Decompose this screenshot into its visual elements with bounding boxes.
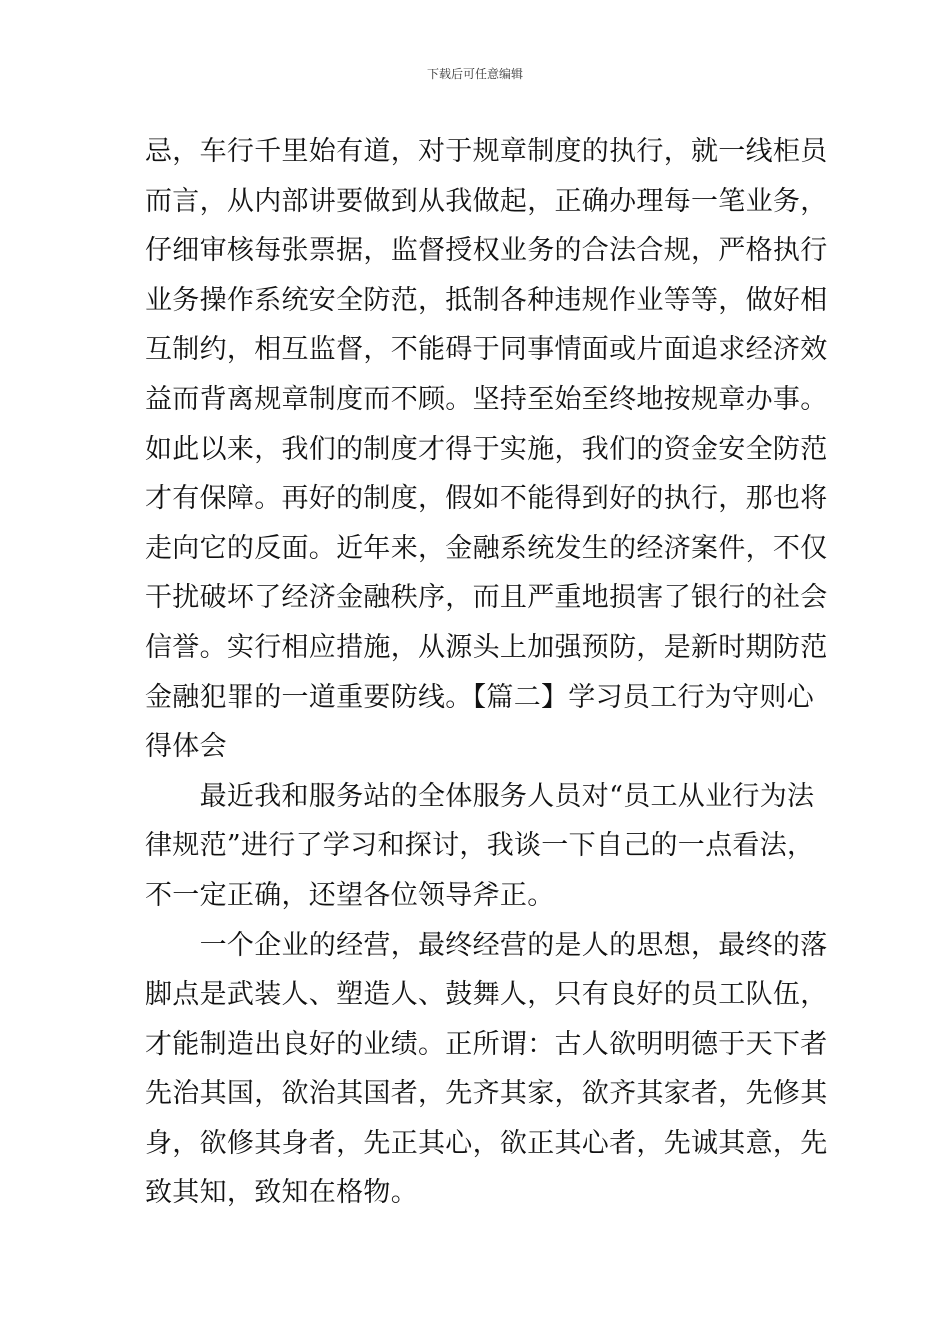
text-line: 金融犯罪的一道重要防线。【篇二】学习员工行为守则心 [145, 681, 814, 713]
text-line: 先治其国，欲治其国者，先齐其家，欲齐其家者，先修其 [145, 1078, 828, 1110]
text-line: 得体会 [145, 731, 227, 763]
text-line: 信誉。实行相应措施，从源头上加强预防，是新时期防范 [145, 631, 828, 663]
text-line: 一个企业的经营，最终经营的是人的思想，最终的落 [145, 929, 828, 961]
text-line: 干扰破坏了经济金融秩序，而且严重地损害了银行的社会 [145, 582, 828, 614]
text-line: 仔细审核每张票据，监督授权业务的合法合规，严格执行 [145, 235, 828, 267]
text-line: 律规范”进行了学习和探讨，我谈一下自己的一点看法， [145, 830, 815, 862]
text-line: 脚点是武装人、塑造人、鼓舞人，只有良好的员工队伍， [145, 979, 828, 1011]
text-line: 才能制造出良好的业绩。正所谓：古人欲明明德于天下者 [145, 1028, 828, 1060]
text-line: 业务操作系统安全防范，抵制各种违规作业等等，做好相 [145, 284, 828, 316]
text-line: 而言，从内部讲要做到从我做起，正确办理每一笔业务， [145, 185, 828, 217]
text-line: 才有保障。再好的制度，假如不能得到好的执行，那也将 [145, 483, 828, 515]
text-line: 身，欲修其身者，先正其心，欲正其心者，先诚其意，先 [145, 1127, 828, 1159]
page-header: 下载后可任意编辑 [426, 67, 523, 81]
text-line: 最近我和服务站的全体服务人员对“员工从业行为法 [145, 780, 815, 812]
text-line: 益而背离规章制度而不顾。坚持至始至终地按规章办事。 [145, 383, 828, 415]
text-line: 走向它的反面。近年来，金融系统发生的经济案件，不仅 [145, 532, 828, 564]
text-line: 如此以来，我们的制度才得于实施，我们的资金安全防范 [145, 433, 828, 465]
document-body [145, 127, 828, 1218]
text-line: 致其知，致知在格物。 [145, 1177, 418, 1209]
text-line: 不一定正确，还望各位领导斧正。 [145, 879, 555, 911]
text-line: 互制约，相互监督，不能碍于同事情面或片面追求经济效 [145, 334, 828, 366]
text-line: 忌，车行千里始有道，对于规章制度的执行，就一线柜员 [145, 136, 828, 167]
